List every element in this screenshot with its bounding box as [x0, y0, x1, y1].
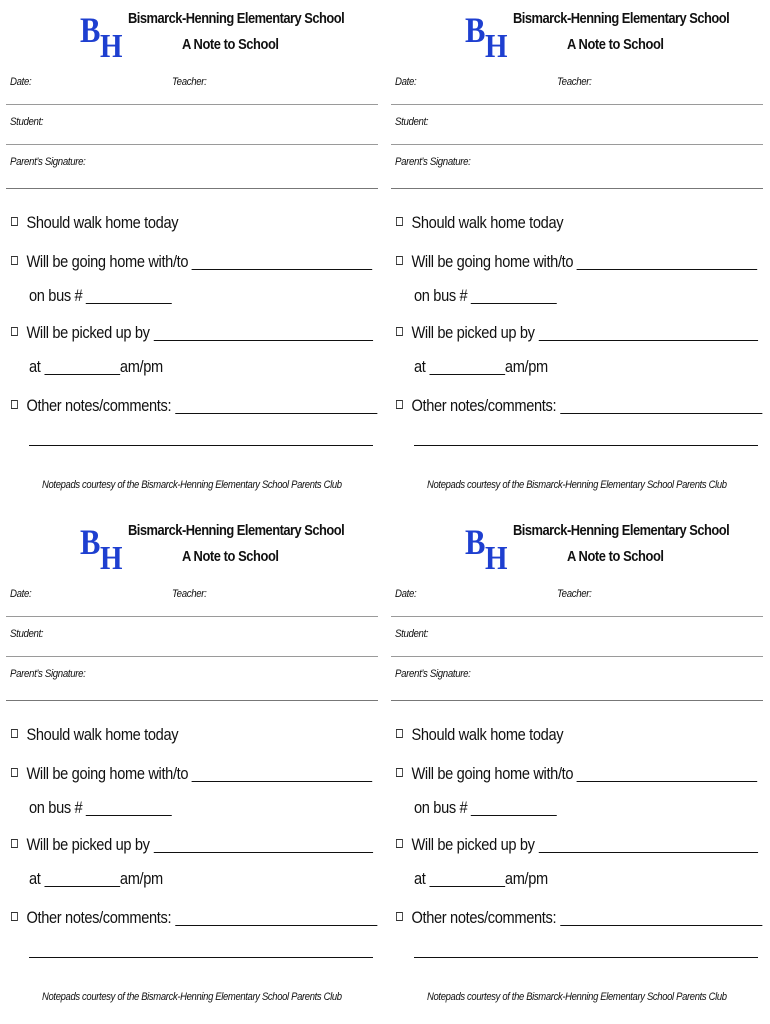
option-picked-up-by: [11, 323, 373, 343]
checkbox[interactable]: [11, 256, 18, 265]
logo-letter-b: B: [80, 10, 101, 50]
checkbox[interactable]: [11, 217, 18, 226]
blank-line: [29, 431, 373, 446]
ampm-label: am/pm: [504, 357, 548, 376]
note-subtitle: A Note to School: [182, 36, 279, 53]
ampm-label: am/pm: [504, 869, 548, 888]
parent-signature-label: Parent’s Signature:: [10, 668, 86, 680]
divider: [6, 144, 378, 145]
ampm-label: am/pm: [119, 357, 163, 376]
blank-line: [153, 838, 372, 853]
option-label: Will be picked up by: [26, 323, 150, 342]
option-walk-home: [11, 213, 178, 233]
school-note-top-left: [6, 0, 378, 500]
student-label: Student:: [395, 628, 429, 640]
option-picked-up-by: [396, 835, 758, 855]
bus-number-row: [414, 286, 557, 306]
blank-line: [192, 255, 373, 270]
school-name: Bismarck-Henning Elementary School: [513, 10, 730, 27]
option-label: Will be going home with/to: [411, 764, 574, 783]
blank-line: [414, 943, 758, 958]
checkbox[interactable]: [396, 400, 403, 409]
school-name: Bismarck-Henning Elementary School: [128, 522, 345, 539]
blank-line: [86, 289, 172, 304]
time-row: [414, 357, 548, 377]
divider: [391, 104, 763, 105]
divider: [391, 144, 763, 145]
option-other-notes: [396, 396, 762, 416]
checkbox[interactable]: [11, 729, 18, 738]
blank-line: [429, 360, 505, 375]
checkbox[interactable]: [11, 400, 18, 409]
bus-number-row: [414, 798, 557, 818]
note-subtitle: A Note to School: [182, 548, 279, 565]
blank-line: [192, 767, 373, 782]
school-note-bottom-left: [6, 512, 378, 1012]
parent-signature-label: Parent’s Signature:: [395, 668, 471, 680]
divider: [6, 656, 378, 657]
checkbox[interactable]: [11, 768, 18, 777]
checkbox[interactable]: [11, 912, 18, 921]
logo-letter-h: H: [100, 28, 123, 65]
checkbox[interactable]: [396, 327, 403, 336]
option-label: Should walk home today: [411, 725, 564, 744]
at-label: at: [29, 869, 41, 888]
blank-line: [538, 326, 757, 341]
option-going-home-with: [396, 252, 758, 272]
blank-line: [560, 399, 762, 414]
signature-line: [391, 700, 763, 701]
option-walk-home: [11, 725, 178, 745]
option-label: Will be picked up by: [411, 323, 535, 342]
checkbox[interactable]: [396, 768, 403, 777]
logo-letter-h: H: [485, 540, 508, 577]
checkbox[interactable]: [11, 327, 18, 336]
option-label: Will be picked up by: [26, 835, 150, 854]
school-note-top-right: [391, 0, 763, 500]
blank-line: [175, 911, 377, 926]
blank-line: [86, 801, 172, 816]
blank-line: [471, 289, 557, 304]
option-other-notes: [11, 396, 377, 416]
teacher-label: Teacher:: [557, 76, 592, 88]
checkbox[interactable]: [396, 256, 403, 265]
footer-credit: Notepads courtesy of the Bismarck-Henning Elementary School Parents Club: [42, 991, 342, 1003]
blank-line: [471, 801, 557, 816]
checkbox[interactable]: [396, 912, 403, 921]
bus-number-row: [29, 286, 172, 306]
teacher-label: Teacher:: [172, 76, 207, 88]
bus-label: on bus #: [414, 798, 468, 817]
student-label: Student:: [10, 116, 44, 128]
time-row: [29, 869, 163, 889]
time-row: [414, 869, 548, 889]
checkbox[interactable]: [396, 217, 403, 226]
parent-signature-label: Parent’s Signature:: [395, 156, 471, 168]
footer-credit: Notepads courtesy of the Bismarck-Henning Elementary School Parents Club: [427, 479, 727, 491]
teacher-label: Teacher:: [172, 588, 207, 600]
checkbox[interactable]: [396, 839, 403, 848]
option-label: Other notes/comments:: [26, 908, 172, 927]
ampm-label: am/pm: [119, 869, 163, 888]
student-label: Student:: [10, 628, 44, 640]
blank-line: [153, 326, 372, 341]
signature-line: [6, 700, 378, 701]
blank-line: [577, 767, 758, 782]
comments-line-row: [29, 428, 373, 448]
date-label: Date:: [395, 588, 417, 600]
option-label: Will be going home with/to: [26, 764, 189, 783]
date-label: Date:: [395, 76, 417, 88]
student-label: Student:: [395, 116, 429, 128]
blank-line: [175, 399, 377, 414]
option-going-home-with: [11, 764, 373, 784]
at-label: at: [29, 357, 41, 376]
bus-label: on bus #: [29, 286, 83, 305]
option-label: Should walk home today: [26, 725, 179, 744]
option-label: Should walk home today: [26, 213, 179, 232]
option-picked-up-by: [11, 835, 373, 855]
blank-line: [44, 360, 120, 375]
footer-credit: Notepads courtesy of the Bismarck-Henning Elementary School Parents Club: [42, 479, 342, 491]
option-label: Will be picked up by: [411, 835, 535, 854]
comments-line-row: [414, 428, 758, 448]
school-note-bottom-right: [391, 512, 763, 1012]
option-label: Other notes/comments:: [26, 396, 172, 415]
date-label: Date:: [10, 588, 32, 600]
option-label: Will be going home with/to: [411, 252, 574, 271]
note-subtitle: A Note to School: [567, 36, 664, 53]
bus-label: on bus #: [414, 286, 468, 305]
date-label: Date:: [10, 76, 32, 88]
checkbox[interactable]: [11, 839, 18, 848]
signature-line: [391, 188, 763, 189]
comments-line-row: [29, 940, 373, 960]
bus-label: on bus #: [29, 798, 83, 817]
logo-letter-h: H: [485, 28, 508, 65]
option-picked-up-by: [396, 323, 758, 343]
school-name: Bismarck-Henning Elementary School: [128, 10, 345, 27]
divider: [6, 616, 378, 617]
bh-logo: [465, 520, 511, 576]
blank-line: [29, 943, 373, 958]
at-label: at: [414, 357, 426, 376]
time-row: [29, 357, 163, 377]
option-label: Other notes/comments:: [411, 908, 557, 927]
option-label: Other notes/comments:: [411, 396, 557, 415]
comments-line-row: [414, 940, 758, 960]
logo-letter-h: H: [100, 540, 123, 577]
blank-line: [414, 431, 758, 446]
option-label: Should walk home today: [411, 213, 564, 232]
divider: [6, 104, 378, 105]
logo-letter-b: B: [465, 10, 486, 50]
bh-logo: [80, 520, 126, 576]
blank-line: [44, 872, 120, 887]
blank-line: [560, 911, 762, 926]
option-other-notes: [11, 908, 377, 928]
option-label: Will be going home with/to: [26, 252, 189, 271]
blank-line: [429, 872, 505, 887]
divider: [391, 616, 763, 617]
signature-line: [6, 188, 378, 189]
footer-credit: Notepads courtesy of the Bismarck-Henning Elementary School Parents Club: [427, 991, 727, 1003]
blank-line: [538, 838, 757, 853]
blank-line: [577, 255, 758, 270]
divider: [391, 656, 763, 657]
option-going-home-with: [11, 252, 373, 272]
note-subtitle: A Note to School: [567, 548, 664, 565]
bus-number-row: [29, 798, 172, 818]
option-going-home-with: [396, 764, 758, 784]
bh-logo: [465, 8, 511, 64]
school-name: Bismarck-Henning Elementary School: [513, 522, 730, 539]
parent-signature-label: Parent’s Signature:: [10, 156, 86, 168]
option-walk-home: [396, 213, 563, 233]
option-walk-home: [396, 725, 563, 745]
checkbox[interactable]: [396, 729, 403, 738]
bh-logo: [80, 8, 126, 64]
logo-letter-b: B: [80, 522, 101, 562]
teacher-label: Teacher:: [557, 588, 592, 600]
option-other-notes: [396, 908, 762, 928]
at-label: at: [414, 869, 426, 888]
logo-letter-b: B: [465, 522, 486, 562]
